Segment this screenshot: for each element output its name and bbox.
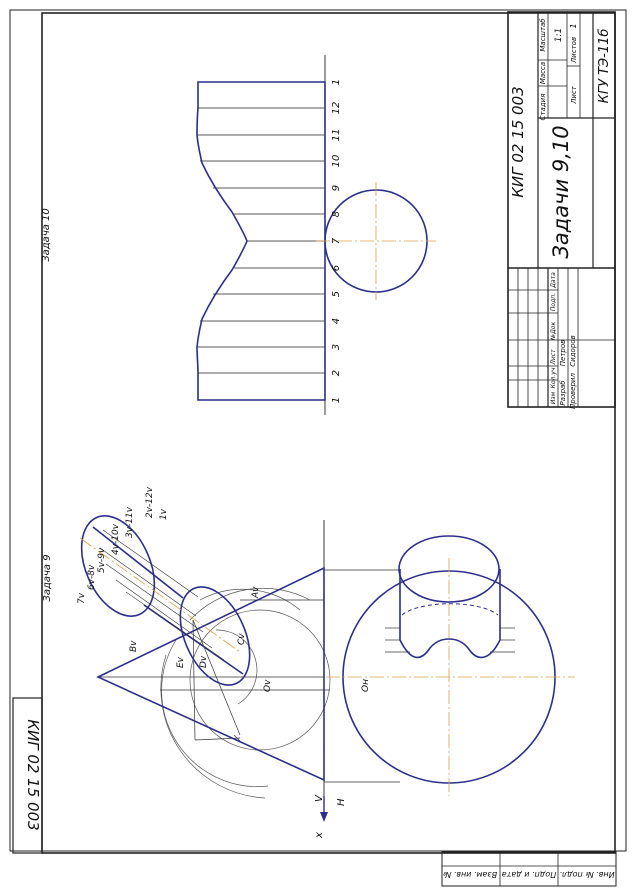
label-4v-10v: 4v-10v	[111, 523, 121, 555]
task9-cylinder-plan	[385, 536, 515, 657]
side-designation: КИГ 02 15 003	[24, 719, 42, 831]
stamp-organization: КГУ ТЭ-11б	[597, 28, 612, 104]
strip-inv-original: Инв. № подл.	[559, 870, 615, 879]
label-5v-9v: 5v-9v	[97, 547, 107, 573]
label-Ev: Ev	[176, 656, 186, 668]
stamp-sheet-label: Лист	[570, 86, 578, 104]
col-sign: Подп.	[550, 292, 557, 312]
label-V: V	[314, 795, 325, 802]
task9-construction-lines	[98, 570, 400, 782]
label-Dv: Dv	[199, 655, 209, 668]
label-1v: 1v	[159, 508, 169, 520]
strip-sign-date: Подп. и дата	[501, 870, 557, 879]
task10-num-9: 9	[331, 184, 342, 192]
stamp-sheets-value: 1	[569, 23, 578, 29]
task9-axis-arrow	[320, 812, 328, 822]
task9-caption: Задача 9	[42, 554, 53, 602]
role-checker: Проверил	[569, 373, 577, 409]
label-Ov: Ov	[263, 679, 273, 692]
task10-num-2: 2	[331, 369, 342, 377]
strip-replace-inv: Взам. инв. №	[442, 870, 498, 879]
margin-strip	[442, 852, 616, 886]
label-x: x	[314, 832, 325, 838]
task10-num-7: 7	[331, 237, 342, 245]
task9-cylinder-front	[67, 505, 263, 696]
task10-num-6: 6	[331, 264, 342, 272]
task9-cylinder-base	[166, 576, 263, 695]
name-developer: Петров	[559, 339, 567, 367]
label-Oh: Oн	[361, 679, 371, 692]
stamp-designation: КИГ 02 15 003	[509, 86, 527, 198]
task9-construction-arcs	[161, 588, 330, 798]
stamp-stage-label: Стадия	[539, 93, 547, 121]
role-developer: Разраб	[559, 380, 567, 406]
task10-num-12: 12	[331, 101, 342, 115]
side-designation-box	[13, 698, 42, 853]
task10-num-4: 4	[331, 317, 342, 325]
col-sheet: Лист	[550, 349, 557, 365]
col-change: Изм	[550, 391, 557, 405]
title-block-text	[509, 18, 612, 409]
task10-num-11: 11	[331, 128, 342, 142]
task10-num-10: 10	[331, 154, 342, 168]
sheet-frame	[42, 13, 615, 853]
stamp-scale-label: Масштаб	[539, 18, 547, 52]
task10-num-1: 1	[331, 396, 342, 404]
label-Bv: Bv	[129, 640, 139, 652]
col-count: Кол.уч	[550, 367, 557, 389]
task9-construction	[67, 505, 575, 822]
task10-num-3: 3	[331, 343, 342, 351]
stamp-scale-value: 1:1	[554, 27, 564, 43]
label-Av: Av	[251, 586, 261, 598]
label-2v-12v: 2v-12v	[145, 486, 155, 518]
label-6v-8v: 6v-8v	[87, 564, 97, 590]
name-checker: Сидоров	[569, 335, 577, 367]
task10-num-5: 5	[331, 290, 342, 298]
stamp-sheets-label: Листов	[570, 36, 578, 64]
label-H: H	[336, 798, 347, 806]
label-3v-11v: 3v-11v	[125, 506, 135, 538]
task10-development	[197, 55, 436, 415]
task10-num-1-end: 1	[331, 78, 342, 86]
label-7v: 7v	[77, 592, 87, 604]
label-Cv: Cv	[237, 633, 247, 645]
col-doc: №Док	[550, 321, 557, 341]
stamp-title: Задачи 9,10	[549, 125, 573, 259]
stamp-mass-label: Масса	[539, 61, 547, 85]
sheet-trim-border	[10, 10, 626, 851]
col-date: Дата	[550, 272, 557, 288]
task10-num-8: 8	[331, 210, 342, 218]
task10-caption: Задача 10	[41, 208, 52, 262]
